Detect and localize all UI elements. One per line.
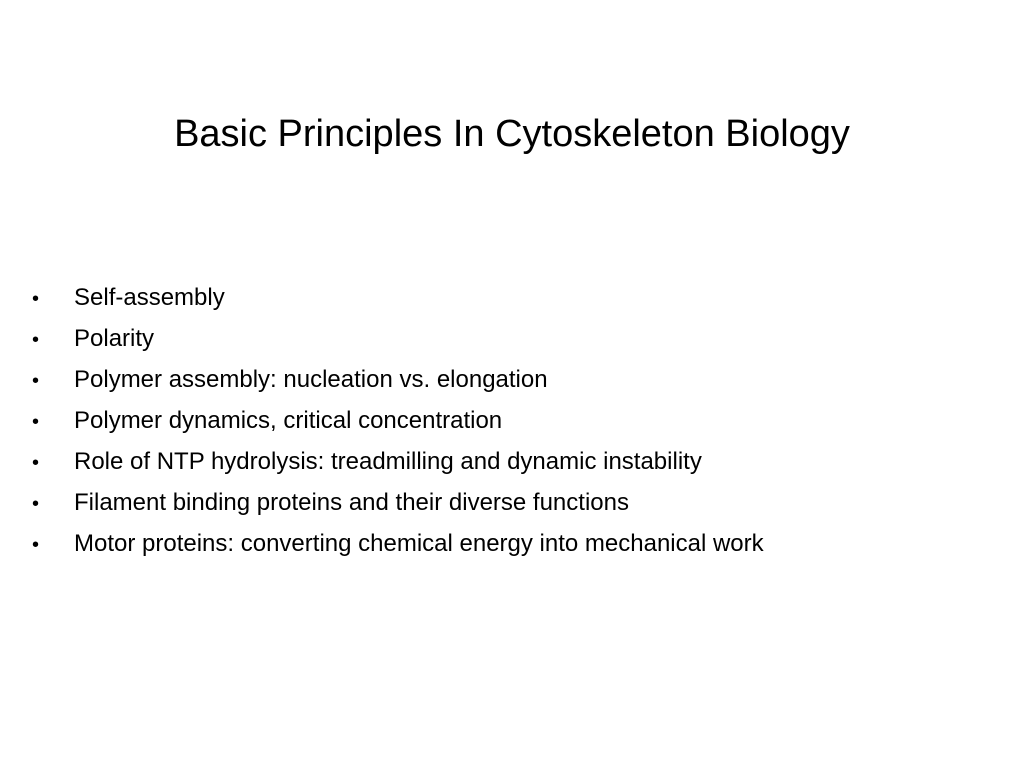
bullet-list [32,277,764,564]
bullet-marker: • [32,329,40,351]
bullet-text-self-assembly: Self-assembly [74,284,225,311]
bullet-marker: • [32,288,40,310]
bullet-marker: • [32,493,40,515]
bullet-marker: • [32,411,40,433]
list-item [32,482,764,523]
bullet-text-motor-proteins: Motor proteins: converting chemical energy into mechanical work [74,530,764,557]
bullet-text-filament-binding-proteins: Filament binding proteins and their diverse functions [74,489,629,516]
bullet-text-ntp-hydrolysis: Role of NTP hydrolysis: treadmilling and dynamic instability [74,448,702,475]
list-item [32,400,764,441]
bullet-text-polymer-dynamics: Polymer dynamics, critical concentration [74,407,503,434]
list-item [32,441,764,482]
slide-title: Basic Principles In Cytoskeleton Biology [174,113,850,155]
list-item [32,318,764,359]
bullet-text-polarity: Polarity [74,325,155,352]
bullet-marker: • [32,534,40,556]
list-item [32,277,764,318]
bullet-marker: • [32,370,40,392]
bullet-marker: • [32,452,40,474]
bullet-text-polymer-assembly: Polymer assembly: nucleation vs. elongation [74,366,548,393]
list-item [32,523,764,564]
list-item [32,359,764,400]
